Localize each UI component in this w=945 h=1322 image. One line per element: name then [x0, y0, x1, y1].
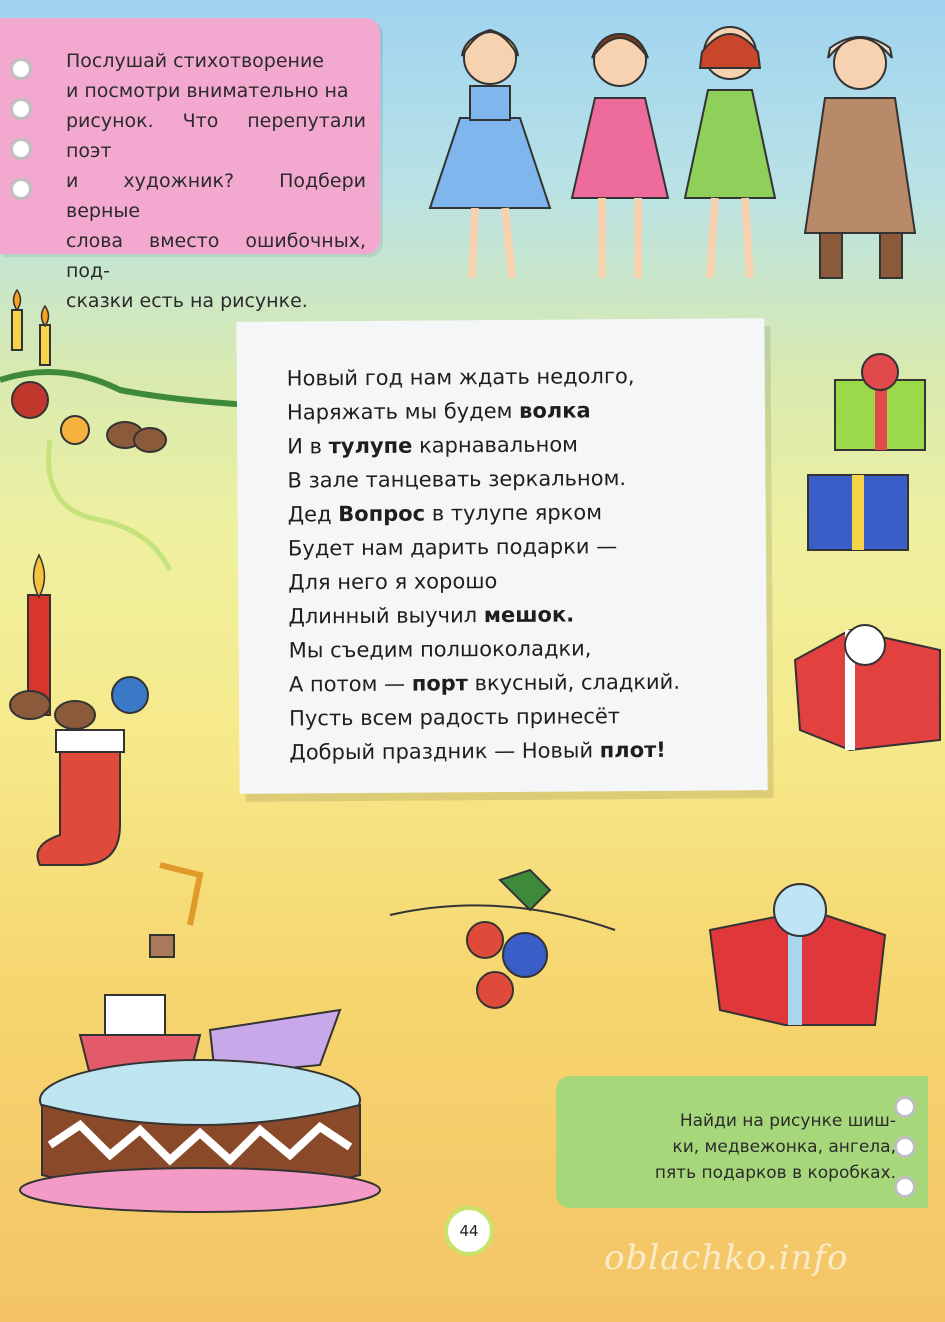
poem-line: Добрый праздник — Новый плот! — [289, 737, 666, 765]
ornament-branch-illustration — [390, 860, 620, 1020]
poem-line: А потом — порт вкусный, сладкий. — [288, 669, 681, 697]
poem-line: В зале танцевать зеркальном. — [287, 466, 627, 493]
wrong-word: мешок. — [483, 602, 575, 628]
instruction-text: Послушай стихотворение и посмотри внимательно на рисунок. Что перепутали поэт и художник? Подбери верные слова вместо ошибочных, под- сказки есть на рисунке. — [66, 50, 366, 312]
poem-card — [236, 318, 767, 794]
children-illustration — [420, 8, 940, 298]
poem-line: Для него я хорошо — [288, 569, 498, 595]
poem-line: Будет нам дарить подарки — — [287, 534, 618, 561]
cake-illustration — [10, 855, 410, 1215]
instruction-note — [0, 18, 380, 312]
wrong-word: порт — [411, 671, 469, 696]
wrong-word: волка — [519, 398, 591, 423]
poem-text — [287, 358, 750, 769]
poem-line: И в тулупе карнавальном — [287, 432, 579, 459]
hint-note — [556, 1076, 928, 1208]
note-binding-rings — [894, 1096, 924, 1216]
wrong-word: плот! — [599, 737, 666, 763]
hint-text: Найди на рисунке шиш- ки, медвежонка, ангела, пять подарков в коробках. — [654, 1111, 896, 1183]
gift-box-illustration — [700, 880, 900, 1030]
gifts-illustration — [790, 350, 945, 790]
poem-line: Наряжать мы будем волка — [286, 398, 591, 425]
poem-line: Мы съедим полшоколадки, — [288, 636, 592, 663]
wrong-word: тулупе — [328, 433, 413, 459]
note-binding-rings — [10, 58, 40, 218]
poem-line: Дед Вопрос в тулупе ярком — [287, 500, 603, 527]
page-number: 44 — [444, 1206, 494, 1256]
watermark: oblachko.info — [604, 1238, 849, 1278]
candle-stocking-illustration — [0, 545, 210, 885]
poem-line: Длинный выучил мешок. — [288, 602, 575, 629]
poem-line: Пусть всем радость принесёт — [289, 704, 621, 731]
poem-line: Новый год нам ждать недолго, — [286, 364, 635, 391]
wrong-word: Вопрос — [338, 501, 426, 527]
